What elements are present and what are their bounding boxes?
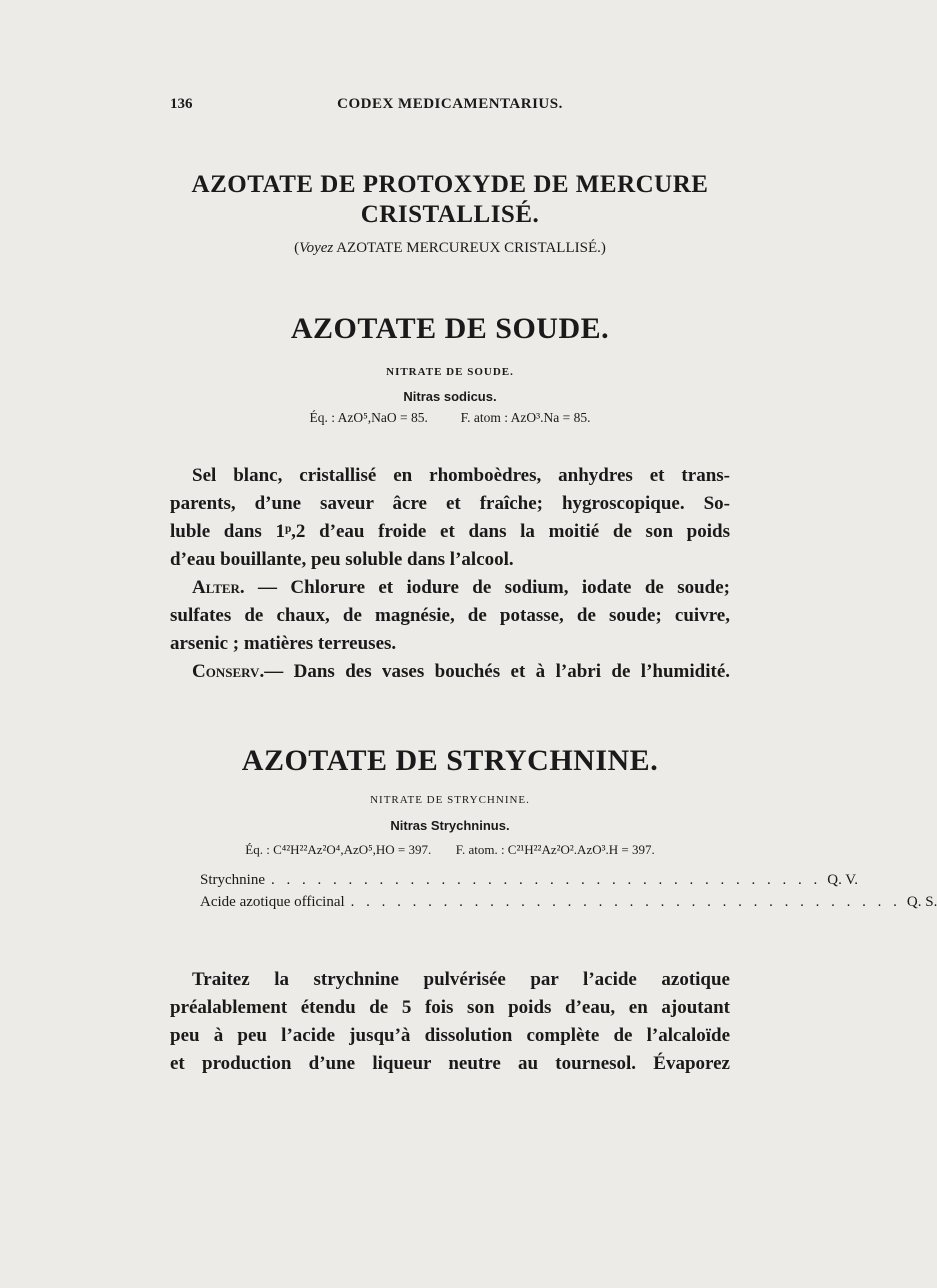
section3-instructions: [170, 966, 730, 1078]
instruction-line: préalablement étendu de 5 fois son poids d’eau, en ajoutant: [170, 997, 730, 1018]
section2-latin-name: Nitras sodicus.: [403, 389, 497, 404]
running-title: CODEX MEDICAMENTARIUS.: [337, 96, 563, 112]
section3-equivalent: Éq. : C⁴²H²²Az²O⁴,AzO⁵,HO = 397.: [245, 842, 432, 857]
conserv-label: Conserv.: [192, 661, 265, 682]
section1-title-line1: AZOTATE DE PROTOXYDE DE MERCURE: [191, 171, 709, 198]
section1-see-also: (Voyez AZOTATE MERCUREUX CRISTALLISÉ.): [294, 240, 606, 256]
see-also-prefix: Voyez: [299, 240, 334, 256]
leader-dots: . . . . . . . . . . . . . . . . . . . . . . . . . . . . . . . . . . . .: [350, 894, 901, 910]
section2-formula: [170, 410, 730, 426]
alter-line: [170, 574, 730, 602]
desc-line: parents, d’une saveur âcre et fraîche; hygroscopique. So-: [170, 493, 730, 514]
ingredient-quantity: Q. V.: [827, 872, 858, 888]
section3-formula: [170, 842, 730, 858]
conserv-text: — Dans des vases bouchés et à l’abri de l’humidité.: [264, 661, 730, 682]
section2-equivalent: Éq. : AzO⁵,NaO = 85.: [309, 410, 428, 425]
alter-label: Alter.: [192, 577, 245, 598]
desc-line: Sel blanc, cristallisé en rhomboèdres, anhydres et trans-: [192, 465, 730, 486]
section2-subtitle: NITRATE DE SOUDE.: [386, 366, 514, 378]
running-header: [170, 96, 730, 120]
ingredient-name: Strychnine: [200, 872, 265, 888]
section1-title-line2: CRISTALLISÉ.: [360, 201, 540, 228]
section3-title: AZOTATE DE STRYCHNINE.: [241, 744, 659, 777]
conserv-line: [170, 658, 730, 686]
see-also-target: AZOTATE MERCUREUX CRISTALLISÉ.: [336, 240, 601, 256]
ingredient-list: [200, 869, 937, 913]
alter-line: sulfates de chaux, de magnésie, de potasse, de soude; cuivre,: [170, 605, 730, 626]
ingredient-row: [200, 891, 937, 913]
ingredient-name: Acide azotique officinal: [200, 894, 345, 910]
section3-latin-name: Nitras Strychninus.: [390, 818, 510, 833]
section2-title: AZOTATE DE SOUDE.: [290, 312, 610, 345]
section3-subtitle: NITRATE DE STRYCHNINE.: [370, 794, 530, 806]
alter-text: — Chlorure et iodure de sodium, iodate de soude;: [244, 577, 730, 598]
ingredient-row: [200, 869, 858, 891]
section2-atomic: F. atom : AzO³.Na = 85.: [460, 410, 591, 425]
desc-line: d’eau bouillante, peu soluble dans l’alcool.: [170, 549, 514, 570]
ingredient-quantity: Q. S.: [906, 894, 937, 910]
desc-line: luble dans 1ᵖ,2 d’eau froide et dans la moitié de son poids: [170, 521, 730, 542]
page-number: 136: [170, 96, 193, 112]
instruction-line: peu à peu l’acide jusqu’à dissolution complète de l’alcaloïde: [170, 1025, 730, 1046]
instruction-line: et production d’une liqueur neutre au tournesol. Évaporez: [170, 1053, 730, 1074]
section3-atomic: F. atom. : C²¹H²²Az²O².AzO³.H = 397.: [455, 842, 655, 857]
alter-line: arsenic ; matières terreuses.: [170, 633, 397, 654]
instruction-line: Traitez la strychnine pulvérisée par l’acide azotique: [192, 969, 730, 990]
section2-description: [170, 462, 730, 686]
leader-dots: . . . . . . . . . . . . . . . . . . . . . . . . . . . . . . . . . . . .: [271, 872, 822, 888]
